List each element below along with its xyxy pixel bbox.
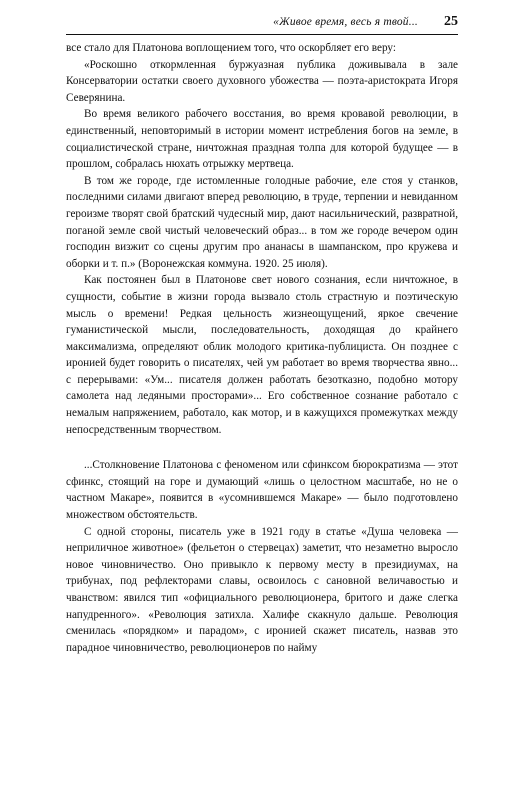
paragraph: Как постоянен был в Платонове свет нового сознания, если ничтожное, в сущности, событие в жизни города вызвало столь страстную и поэтическую мысль о времени! Редкая цельность жизнеощущений, яркое свечение гуманистической мысли, последовательность, доходящая до крайнего максимализма, определяют облик молодого критика-публициста. Он позднее с иронией будет говорить о писателях, чей ум работает во время творчества явно... с перерывами: «Ум... писателя должен работать безотказно, подобно мотору самолета над ледяными просторами»... Его собственное сознание работало с немалым напряжением, работало, как мотор, и в кажущихся промежутках между непосредственным творчеством. [66, 274, 458, 436]
section-gap [66, 438, 458, 457]
book-page [66, 14, 458, 656]
paragraph: все стало для Платонова воплощением того, что оскорбляет его веру: [66, 42, 396, 54]
paragraph: С одной стороны, писатель уже в 1921 году в статье «Душа человека — неприличное животное» (фельетон о стервецах) заметит, что незаметно выросло новое чиновничество. Оно привыкло к первому месту в президиумах, на трибунах, под рефлекторами славы, освоилось с сановной величавостью и чванством: явился тип «официального революционера, бритого и даже слегка напудренного». «Революция затихла. Халифе скакнуло дальше. Революция сменилась «порядком» и парадом», с иронией скажет писатель, назвав это парадное чиновничество, революционеров по найму [66, 525, 458, 654]
paragraph: ...Столкновение Платонова с феноменом или сфинксом бюрократизма — этот сфинкс, стоящий на горе и думающий «лишь о целостном масштабе, но не о частном Макаре», появится в «усомнившемся Макаре» — было подготовлено множеством обстоятельств. [66, 459, 458, 522]
quote-paragraph: Во время великого рабочего восстания, во время кровавой революции, в единственный, неповторимый в истории момент истребления богов на земле, в социалистической стране, ничтожная праздная толпа для которой будущее — в прошлом, собралась нюхать отрыжку мертвеца. [66, 108, 458, 171]
page-body [66, 40, 458, 656]
page-number: 25 [444, 14, 458, 29]
quote-paragraph: В том же городе, где истомленные голодные рабочие, еле стоя у станков, последними силами двигают вперед революцию, в труде, терпении и невиданном героизме творят свой братский чудесный мир, дают насильнический, развратной, поганой земле свой чистый человеческий образ... в том же городе вечером один господин визжит со сцены другим про ананасы в шампанском, про кружева и оборки и т. п.» (Воронежская коммуна. 1920. 25 июля). [66, 174, 458, 270]
running-title: «Живое время, весь я твой... [273, 16, 418, 28]
page-header [66, 14, 458, 35]
quote-paragraph: «Роскошно откормленная буржуазная публика доживывала в зале Консерватории остатки своего духовного убожества — поэта-аристократа Игоря Северянина. [66, 58, 458, 104]
